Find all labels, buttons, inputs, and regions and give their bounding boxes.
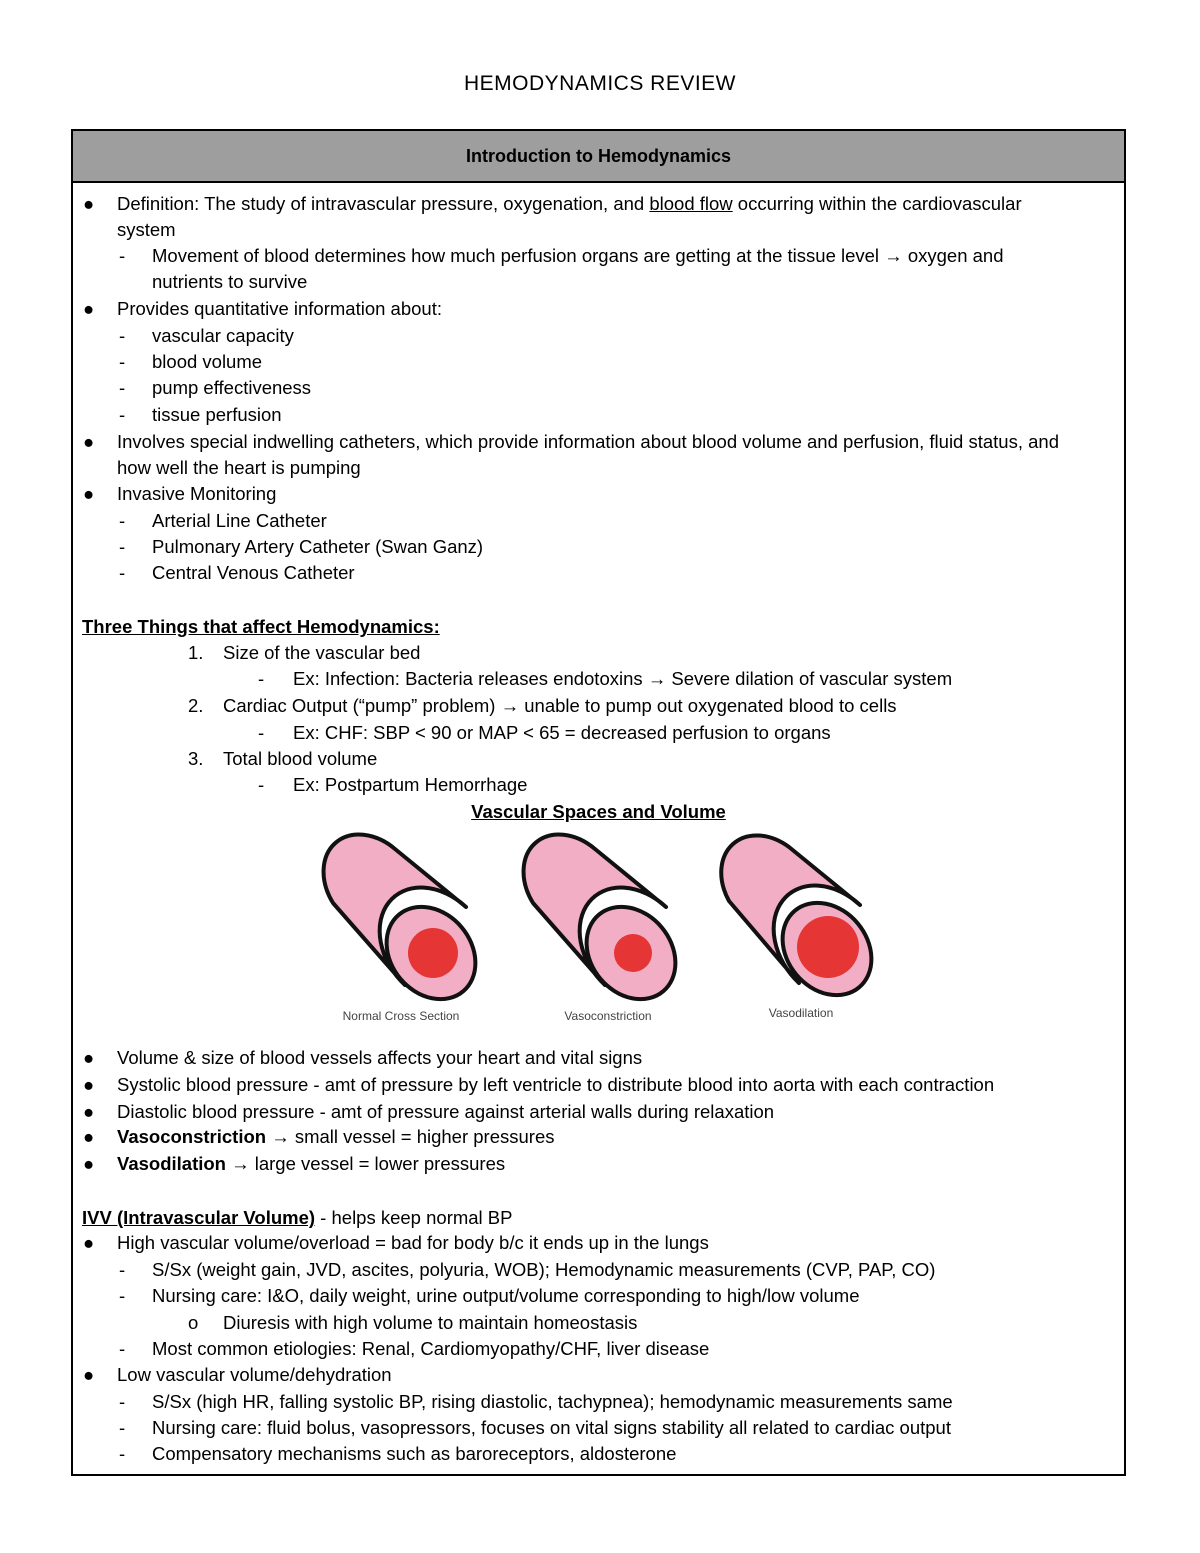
example-item: Ex: Infection: Bacteria releases endotoxins → Severe dilation of vascular system: [293, 668, 953, 689]
list-item: pump effectiveness: [152, 377, 312, 398]
bullet-glyph: ●: [83, 1153, 95, 1174]
example-item: Ex: CHF: SBP < 90 or MAP < 65 = decreased perfusion to organs: [293, 722, 831, 743]
list-item: blood volume: [152, 351, 263, 372]
dash-glyph: -: [119, 325, 126, 346]
figure-caption: Normal Cross Section: [342, 1009, 460, 1023]
list-item: Arterial Line Catheter: [152, 510, 327, 531]
list-item: Pulmonary Artery Catheter (Swan Ganz): [152, 536, 484, 557]
dash-glyph: -: [258, 668, 265, 689]
blood-lumen: [408, 928, 458, 978]
vessel-bullet: Systolic blood pressure - amt of pressure by left ventricle to distribute blood into aorta with each contraction: [117, 1074, 995, 1095]
dash-glyph: -: [119, 1338, 126, 1359]
dash-glyph: -: [119, 351, 126, 372]
ivv-high: High vascular volume/overload = bad for body b/c it ends up in the lungs: [117, 1232, 709, 1253]
document-title: HEMODYNAMICS REVIEW: [463, 72, 737, 95]
dash-glyph: -: [119, 245, 126, 266]
dash-glyph: -: [119, 377, 126, 398]
bullet-glyph: ●: [83, 1126, 95, 1147]
dash-glyph: -: [119, 1391, 126, 1412]
blood-lumen: [797, 916, 859, 978]
section-box: Introduction to Hemodynamics ● Definition: The study of intravascular pressure, oxygenation, and blood flow occurring within the cardiovascular system - Movement of blood determines how much perfusion organs are getting at the tissue level → oxygen and nutrients to survive ● Provides quantitative information about: - vascular capacity - blood volume - pump effectiveness - tissue perfusion ● Involves special indwelling catheters, which provide information about blood volume and perfusion, fluid status, and how well the heart is pumping ● Invasive Monitoring - Arterial Line Catheter - Pulmonary Artery Catheter (Swan Ganz) - Central Venous Catheter Three Things that affect Hemodynamics: 1. Size of the vascular bed - Ex: Infection: Bacteria releases endotoxins → Severe dilation of vascular system 2. Cardiac Output (“pump” problem) → unable to pump out oxygenated blood to cells - Ex: CHF: SBP < 90 or MAP < 65 = decreased perfusion to organs 3. Total blood volume - Ex: Postpartum Hemorrhage Vascular Spaces and Volume Normal Cross Section Vasoconstriction Vasodilation ● Volume & size of blood vessels affects your heart and vital signs ● Systolic blood pressure - amt of pressure by left ventricle to distribute blood into aorta with each contraction ● Diastolic blood pressure - amt of pressure against arterial walls during relaxation ● Vasoconstriction → small vessel = higher pressures ● Vasodilation → large vessel = lower pressures IVV (Intravascular Volume) - helps keep normal BP ● High vascular volume/overload = bad for body b/c it ends up in the lungs - S/Sx (weight gain, JVD, ascites, polyuria, WOB); Hemodynamic measurements (CVP, PAP, CO) - Nursing care: I&O, daily weight, urine output/volume corresponding to high/low volume o Diuresis with high volume to maintain homeostasis - Most common etiologies: Renal, Cardiomyopathy/CHF, liver disease ● Low vascular volume/dehydration - S/Sx (high HR, falling systolic BP, rising diastolic, tachypnea); hemodynamic measurements same - Nursing care: fluid bolus, vasopressors, focuses on vital signs stability all related to cardiac output - Compensatory mechanisms such as baroreceptors, aldosterone: [71, 129, 1126, 1476]
list-item: tissue perfusion: [152, 404, 282, 425]
vasoconstriction-term: Vasoconstriction: [117, 1126, 267, 1147]
bullet-glyph: ●: [83, 193, 95, 214]
list-item: S/Sx (high HR, falling systolic BP, rising diastolic, tachypnea); hemodynamic measurements same: [152, 1391, 953, 1412]
dash-glyph: -: [119, 1417, 126, 1438]
dash-glyph: -: [119, 510, 126, 531]
invasive-label: Invasive Monitoring: [117, 483, 277, 504]
list-item: Cardiac Output (“pump” problem) → unable to pump out oxygenated blood to cells: [223, 695, 897, 716]
vessel-normal: [324, 835, 494, 1017]
vascular-figure: [73, 831, 1124, 1031]
list-item: Size of the vascular bed: [223, 642, 421, 663]
bullet-glyph: ●: [83, 1101, 95, 1122]
blood-flow-link[interactable]: blood flow: [649, 193, 733, 214]
bullet-glyph: ●: [83, 1232, 95, 1253]
catheters-line-cont: how well the heart is pumping: [117, 457, 361, 478]
bullet-glyph: ●: [83, 1074, 95, 1095]
dash-glyph: -: [119, 1259, 126, 1280]
list-item: Most common etiologies: Renal, Cardiomyopathy/CHF, liver disease: [152, 1338, 710, 1359]
list-item: S/Sx (weight gain, JVD, ascites, polyuria, WOB); Hemodynamic measurements (CVP, PAP, CO): [152, 1259, 936, 1280]
list-item: Compensatory mechanisms such as baroreceptors, aldosterone: [152, 1443, 677, 1464]
item-number: 1.: [188, 642, 204, 663]
ivv-low: Low vascular volume/dehydration: [117, 1364, 392, 1385]
blood-lumen: [614, 934, 652, 972]
definition-cont: system: [117, 219, 176, 240]
dash-glyph: -: [119, 1443, 126, 1464]
dash-glyph: -: [119, 562, 126, 583]
list-item: vascular capacity: [152, 325, 294, 346]
bullet-glyph: ●: [83, 1364, 95, 1385]
list-item: Central Venous Catheter: [152, 562, 355, 583]
quantitative-label: Provides quantitative information about:: [117, 298, 442, 319]
dash-glyph: -: [119, 1285, 126, 1306]
circle-glyph: o: [188, 1312, 199, 1333]
definition-sub-cont: nutrients to survive: [152, 271, 308, 292]
vessel-constricted: [524, 835, 694, 1017]
vessel-bullet: Volume & size of blood vessels affects your heart and vital signs: [117, 1047, 643, 1068]
bullet-glyph: ●: [83, 1047, 95, 1068]
definition-sub: Movement of blood determines how much perfusion organs are getting at the tissue level → oxygen and: [152, 245, 1004, 266]
ivv-heading: IVV (Intravascular Volume): [82, 1207, 316, 1228]
three-things-heading: Three Things that affect Hemodynamics:: [82, 616, 440, 637]
vessel-bullet: Diastolic blood pressure - amt of pressure against arterial walls during relaxation: [117, 1101, 775, 1122]
vasodilation-term: Vasodilation: [117, 1153, 226, 1174]
list-item: Total blood volume: [223, 748, 378, 769]
bullet-glyph: ●: [83, 431, 95, 452]
item-number: 2.: [188, 695, 204, 716]
figure-title: Vascular Spaces and Volume: [471, 801, 726, 822]
vessel-dilated: [721, 835, 890, 1013]
dash-glyph: -: [258, 722, 265, 743]
list-item: Nursing care: I&O, daily weight, urine output/volume corresponding to high/low volume: [152, 1285, 860, 1306]
dash-glyph: -: [119, 536, 126, 557]
item-number: 3.: [188, 748, 204, 769]
bullet-glyph: ●: [83, 298, 95, 319]
list-item: Diuresis with high volume to maintain homeostasis: [223, 1312, 638, 1333]
list-item: Nursing care: fluid bolus, vasopressors, focuses on vital signs stability all related to cardiac output: [152, 1417, 951, 1438]
bullet-glyph: ●: [83, 483, 95, 504]
example-item: Ex: Postpartum Hemorrhage: [293, 774, 528, 795]
figure-caption: Vasoconstriction: [564, 1009, 652, 1023]
catheters-line: Involves special indwelling catheters, which provide information about blood volume and perfusion, fluid status, and: [117, 431, 1059, 452]
dash-glyph: -: [119, 404, 126, 425]
figure-caption: Vasodilation: [768, 1006, 834, 1020]
section-header: Introduction to Hemodynamics: [73, 131, 1124, 183]
dash-glyph: -: [258, 774, 265, 795]
